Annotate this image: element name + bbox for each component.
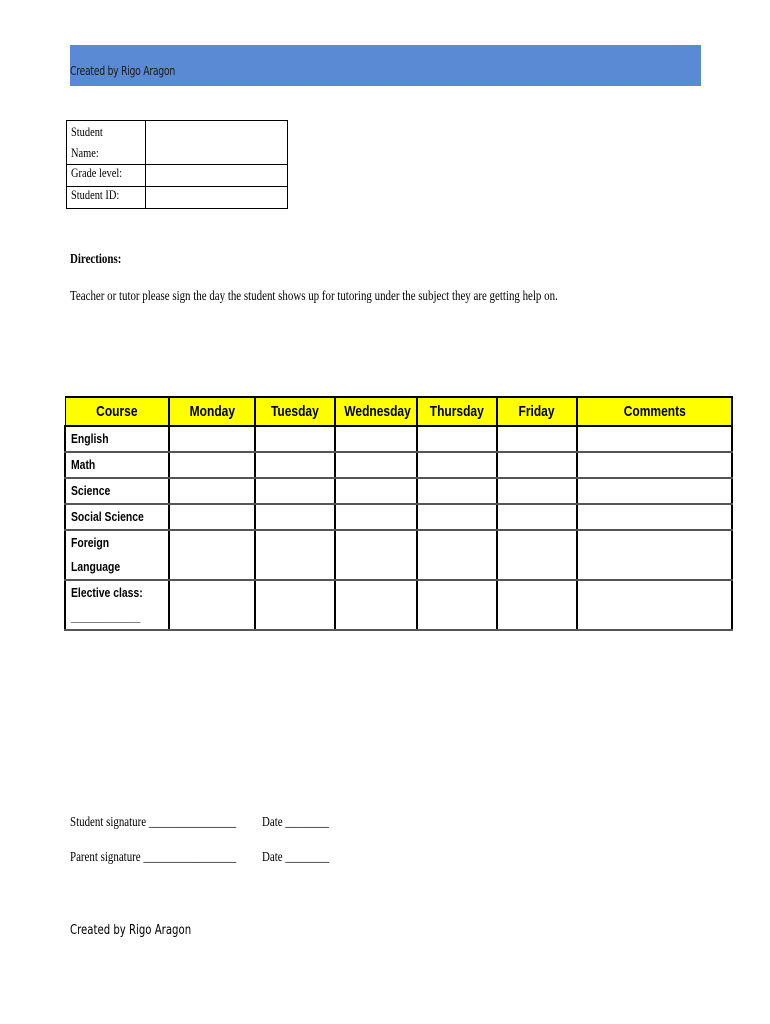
cell[interactable] — [417, 452, 497, 478]
header-bar — [70, 45, 701, 86]
cell[interactable] — [577, 452, 732, 478]
col-friday: Friday — [497, 397, 577, 426]
cell[interactable] — [255, 580, 335, 630]
cell[interactable] — [335, 504, 417, 530]
cell[interactable] — [169, 530, 255, 580]
grade-level-label: Grade level: — [67, 165, 146, 187]
parent-date-line[interactable]: Date ________ — [262, 850, 330, 865]
student-id-field[interactable] — [146, 187, 288, 209]
table-row — [65, 530, 732, 580]
cell[interactable] — [577, 504, 732, 530]
col-comments: Comments — [577, 397, 732, 426]
cell[interactable] — [169, 452, 255, 478]
student-date-line[interactable]: Date ________ — [262, 815, 330, 830]
course-social-science: Social Science — [65, 504, 169, 530]
course-english: English — [65, 426, 169, 452]
cell[interactable] — [417, 504, 497, 530]
cell[interactable] — [497, 504, 577, 530]
table-row — [65, 452, 732, 478]
student-name-field[interactable] — [146, 121, 288, 165]
cell[interactable] — [255, 452, 335, 478]
cell[interactable] — [169, 478, 255, 504]
parent-signature-line[interactable]: Parent signature _________________ — [70, 850, 237, 865]
table-row — [65, 504, 732, 530]
col-wednesday: Wednesday — [335, 397, 417, 426]
course-math: Math — [65, 452, 169, 478]
footer-credit: Created by Rigo Aragon — [70, 923, 192, 938]
student-id-label: Student ID: — [67, 187, 146, 209]
cell[interactable] — [417, 478, 497, 504]
cell[interactable] — [255, 426, 335, 452]
directions-heading: Directions: — [70, 252, 122, 267]
cell[interactable] — [497, 580, 577, 630]
cell[interactable] — [417, 580, 497, 630]
cell[interactable] — [335, 478, 417, 504]
header-credit: Created by Rigo Aragon — [70, 64, 175, 78]
cell[interactable] — [497, 478, 577, 504]
cell[interactable] — [577, 530, 732, 580]
cell[interactable] — [417, 530, 497, 580]
table-row — [65, 478, 732, 504]
table-row — [65, 426, 732, 452]
directions-text: Teacher or tutor please sign the day the student shows up for tutoring under the subject they are getting help on. — [70, 289, 558, 304]
cell[interactable] — [577, 580, 732, 630]
cell[interactable] — [497, 530, 577, 580]
col-monday: Monday — [169, 397, 255, 426]
table-row — [65, 580, 732, 630]
cell[interactable] — [255, 530, 335, 580]
cell[interactable] — [169, 426, 255, 452]
tutoring-attendance-table — [64, 396, 733, 631]
cell[interactable] — [335, 426, 417, 452]
table-header-row — [65, 397, 732, 426]
cell[interactable] — [417, 426, 497, 452]
cell[interactable] — [335, 452, 417, 478]
col-thursday: Thursday — [417, 397, 497, 426]
student-signature-line[interactable]: Student signature ________________ — [70, 815, 237, 830]
student-name-label: Student Name: — [67, 121, 146, 165]
student-info-table — [66, 120, 288, 209]
cell[interactable] — [335, 580, 417, 630]
course-science: Science — [65, 478, 169, 504]
course-elective: Elective class: ____________ — [65, 580, 169, 630]
cell[interactable] — [169, 504, 255, 530]
grade-level-field[interactable] — [146, 165, 288, 187]
cell[interactable] — [497, 452, 577, 478]
cell[interactable] — [255, 504, 335, 530]
cell[interactable] — [497, 426, 577, 452]
course-foreign-language: Foreign Language — [65, 530, 169, 580]
cell[interactable] — [255, 478, 335, 504]
col-tuesday: Tuesday — [255, 397, 335, 426]
cell[interactable] — [335, 530, 417, 580]
cell[interactable] — [577, 426, 732, 452]
cell[interactable] — [577, 478, 732, 504]
cell[interactable] — [169, 580, 255, 630]
col-course: Course — [65, 397, 169, 426]
